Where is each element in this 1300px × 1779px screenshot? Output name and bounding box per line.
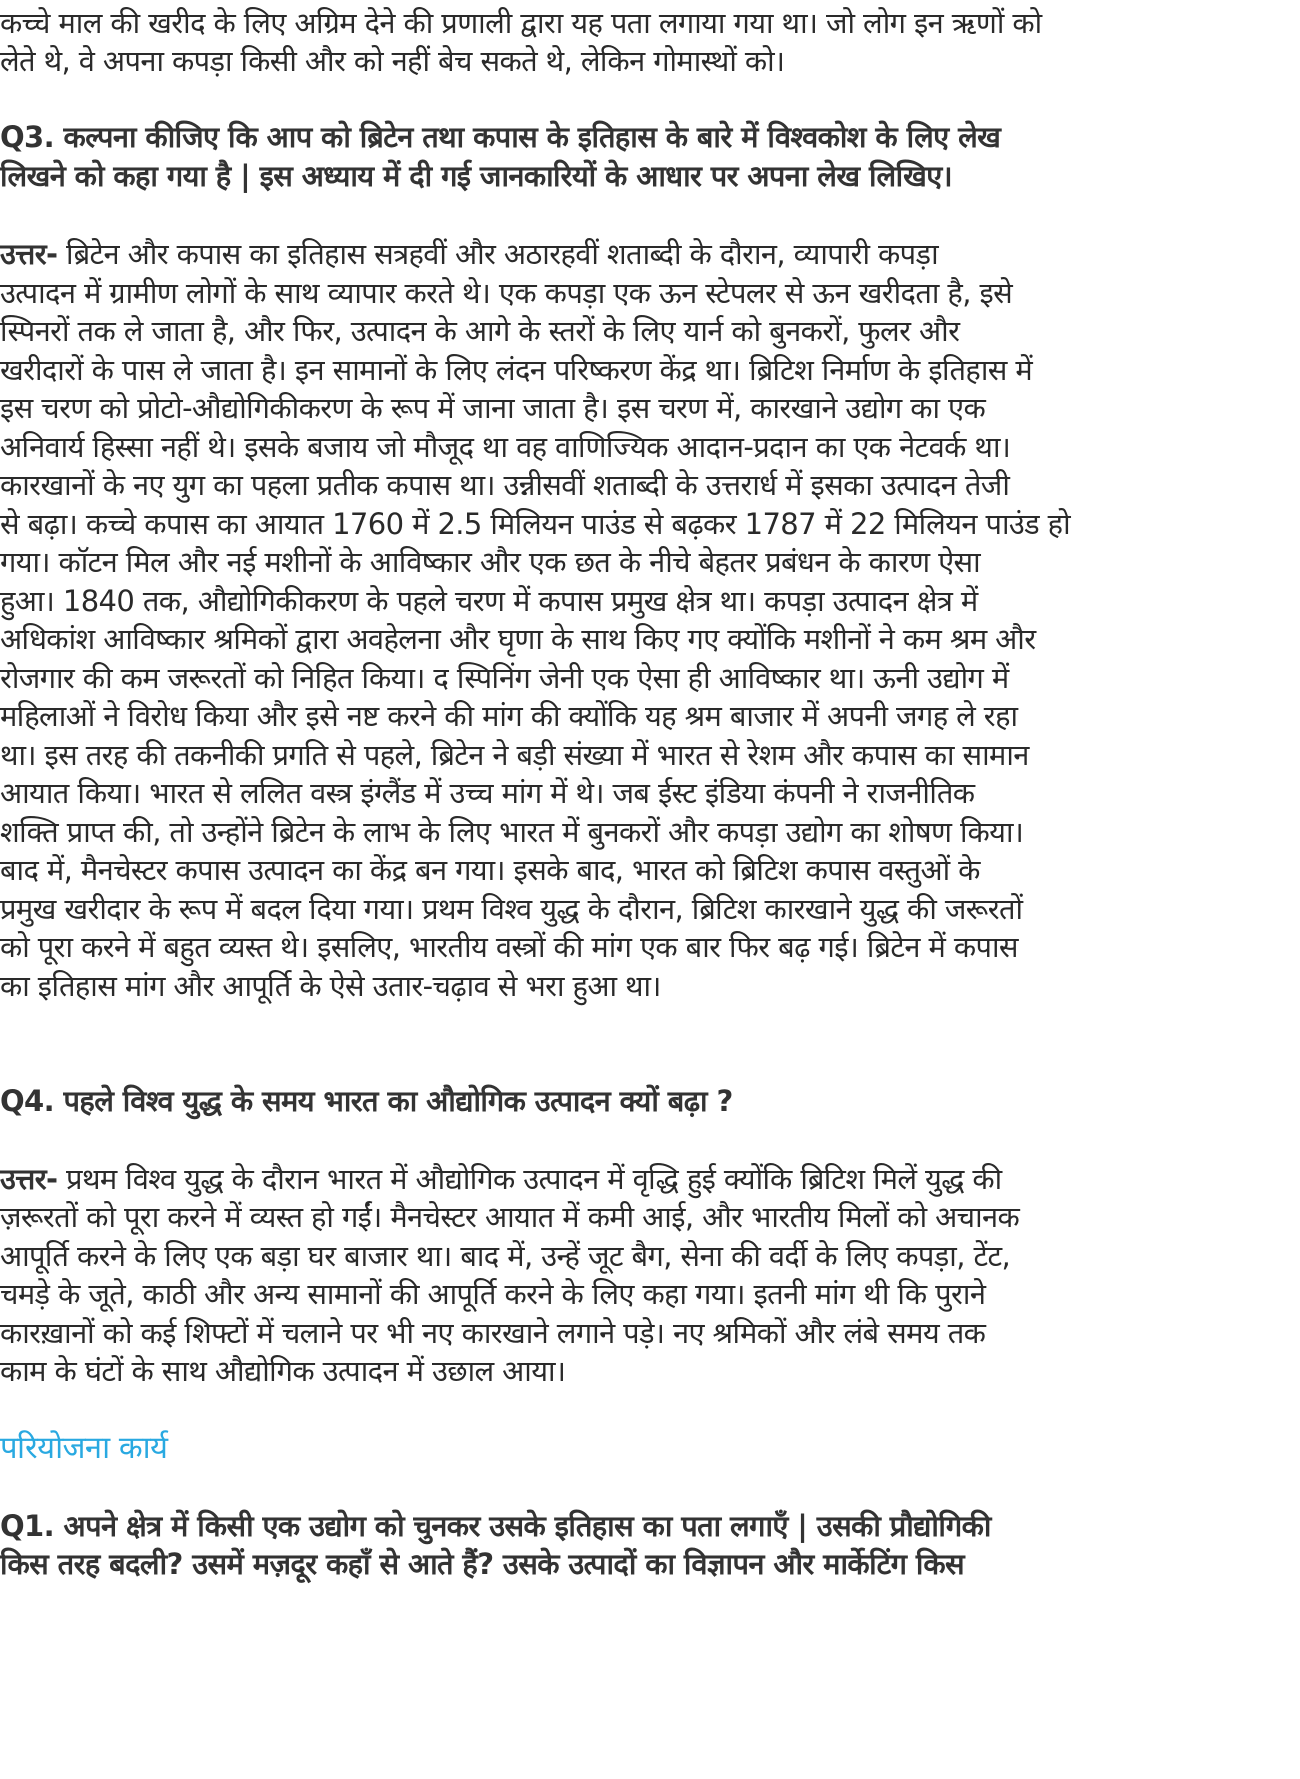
- q3-answer-line: गया। कॉटन मिल और नई मशीनों के आविष्कार और एक छत के नीचे बेहतर प्रबंधन के कारण ऐसा: [0, 545, 981, 579]
- q3-question-line: Q3. कल्पना कीजिए कि आप को ब्रिटेन तथा कपास के इतिहास के बारे में विश्वकोश के लिए लेख: [0, 120, 1001, 154]
- q3-answer-line: रोजगार की कम जरूरतों को निहित किया। द स्पिनिंग जेनी एक ऐसा ही आविष्कार था। ऊनी उद्योग में: [0, 661, 1009, 695]
- q3-answer-line: अनिवार्य हिस्सा नहीं थे। इसके बजाय जो मौजूद था वह वाणिज्यिक आदान-प्रदान का एक नेटवर्क था।: [0, 430, 1011, 464]
- q3-answer-line: को पूरा करने में बहुत व्यस्त थे। इसलिए, भारतीय वस्त्रों की मांग एक बार फिर बढ़ गई। ब्रिटेन में कपास: [0, 930, 1018, 964]
- q3-answer-line: खरीदारों के पास ले जाता है। इन सामानों के लिए लंदन परिष्करण केंद्र था। ब्रिटिश निर्माण के इतिहास में: [0, 353, 1033, 387]
- q4-answer-line: आपूर्ति करने के लिए एक बड़ा घर बाजार था। बाद में, उन्हें जूट बैग, सेना की वर्दी के लिए कपड़ा, टेंट,: [0, 1239, 1011, 1273]
- q3-answer-line: शक्ति प्राप्त की, तो उन्होंने ब्रिटेन के लाभ के लिए भारत में बुनकरों और कपड़ा उद्योग का शोषण किया।: [0, 815, 1024, 849]
- q3-answer-line: महिलाओं ने विरोध किया और इसे नष्ट करने की मांग की क्योंकि यह श्रम बाजार में अपनी जगह ले रहा: [0, 699, 1018, 733]
- q3-answer-line: प्रमुख खरीदार के रूप में बदल दिया गया। प्रथम विश्व युद्ध के दौरान, ब्रिटिश कारखाने युद्ध की जरूरतों: [0, 892, 1023, 926]
- q3-answer-line: हुआ। 1840 तक, औद्योगिकीकरण के पहले चरण में कपास प्रमुख क्षेत्र था। कपड़ा उत्पादन क्षेत्र में: [0, 584, 978, 618]
- q4-answer-line: चमड़े के जूते, काठी और अन्य सामानों की आपूर्ति करने के लिए कहा गया। इतनी मांग थी कि पुराने: [0, 1277, 986, 1311]
- answer-label: उत्तर-: [0, 1162, 58, 1196]
- q3-answer-line: अधिकांश आविष्कार श्रमिकों द्वारा अवहेलना और घृणा के साथ किए गए क्योंकि मशीनों ने कम श्रम और: [0, 622, 1036, 656]
- q3-answer-first-line: [0, 235, 938, 273]
- project-q1-question-line: Q1. अपने क्षेत्र में किसी एक उद्योग को चुनकर उसके इतिहास का पता लगाएँ | उसकी प्रौद्योगिकी: [0, 1509, 991, 1543]
- q3-answer-line: आयात किया। भारत से ललित वस्त्र इंग्लैंड में उच्च मांग में थे। जब ईस्ट इंडिया कंपनी ने राजनीतिक: [0, 776, 975, 810]
- q4-answer-first-line: [0, 1160, 1002, 1198]
- q3-question-line: लिखने को कहा गया है | इस अध्याय में दी गई जानकारियों के आधार पर अपना लेख लिखिए।: [0, 159, 953, 193]
- q3-answer-line: से बढ़ा। कच्चे कपास का आयात 1760 में 2.5 मिलियन पाउंड से बढ़कर 1787 में 22 मिलियन पाउंड हो: [0, 507, 1070, 541]
- q3-answer-line: बाद में, मैनचेस्टर कपास उत्पादन का केंद्र बन गया। इसके बाद, भारत को ब्रिटिश कपास वस्तुओं के: [0, 853, 980, 887]
- q3-answer-line: कारखानों के नए युग का पहला प्रतीक कपास था। उन्नीसवीं शताब्दी के उत्तरार्ध में इसका उत्पादन तेजी: [0, 468, 1010, 502]
- answer-text: प्रथम विश्व युद्ध के दौरान भारत में औद्योगिक उत्पादन में वृद्धि हुई क्योंकि ब्रिटिश मिलें युद्ध की: [57, 1162, 1002, 1196]
- q4-answer-line: ज़रूरतों को पूरा करने में व्यस्त हो गईं। मैनचेस्टर आयात में कमी आई, और भारतीय मिलों को अचानक: [0, 1200, 1020, 1234]
- project-work-heading: परियोजना कार्य: [0, 1430, 168, 1466]
- intro-line: कच्चे माल की खरीद के लिए अग्रिम देने की प्रणाली द्वारा यह पता लगाया गया था। जो लोग इन ऋणों को: [0, 6, 1042, 40]
- project-q1-question-line: किस तरह बदली? उसमें मज़दूर कहाँ से आते हैं? उसके उत्पादों का विज्ञापन और मार्केटिंग किस: [0, 1547, 965, 1581]
- q3-answer-line: का इतिहास मांग और आपूर्ति के ऐसे उतार-चढ़ाव से भरा हुआ था।: [0, 969, 661, 1003]
- q3-answer-line: था। इस तरह की तकनीकी प्रगति से पहले, ब्रिटेन ने बड़ी संख्या में भारत से रेशम और कपास का सामान: [0, 738, 1029, 772]
- answer-label: उत्तर-: [0, 237, 58, 271]
- q4-question-line: Q4. पहले विश्व युद्ध के समय भारत का औद्योगिक उत्पादन क्यों बढ़ा ?: [0, 1084, 733, 1118]
- q3-answer-line: स्पिनरों तक ले जाता है, और फिर, उत्पादन के आगे के स्तरों के लिए यार्न को बुनकरों, फुलर और: [0, 314, 960, 348]
- answer-text: ब्रिटेन और कपास का इतिहास सत्रहवीं और अठारहवीं शताब्दी के दौरान, व्यापारी कपड़ा: [57, 237, 938, 271]
- q4-answer-line: काम के घंटों के साथ औद्योगिक उत्पादन में उछाल आया।: [0, 1354, 566, 1388]
- q4-answer-line: कारख़ानों को कई शिफ्टों में चलाने पर भी नए कारखाने लगाने पड़े। नए श्रमिकों और लंबे समय तक: [0, 1316, 986, 1350]
- intro-line: लेते थे, वे अपना कपड़ा किसी और को नहीं बेच सकते थे, लेकिन गोमास्थों को।: [0, 44, 785, 78]
- q3-answer-line: उत्पादन में ग्रामीण लोगों के साथ व्यापार करते थे। एक कपड़ा एक ऊन स्टेपलर से ऊन खरीदता है, इसे: [0, 276, 1013, 310]
- q3-answer-line: इस चरण को प्रोटो-औद्योगिकीकरण के रूप में जाना जाता है। इस चरण में, कारखाने उद्योग का एक: [0, 391, 986, 425]
